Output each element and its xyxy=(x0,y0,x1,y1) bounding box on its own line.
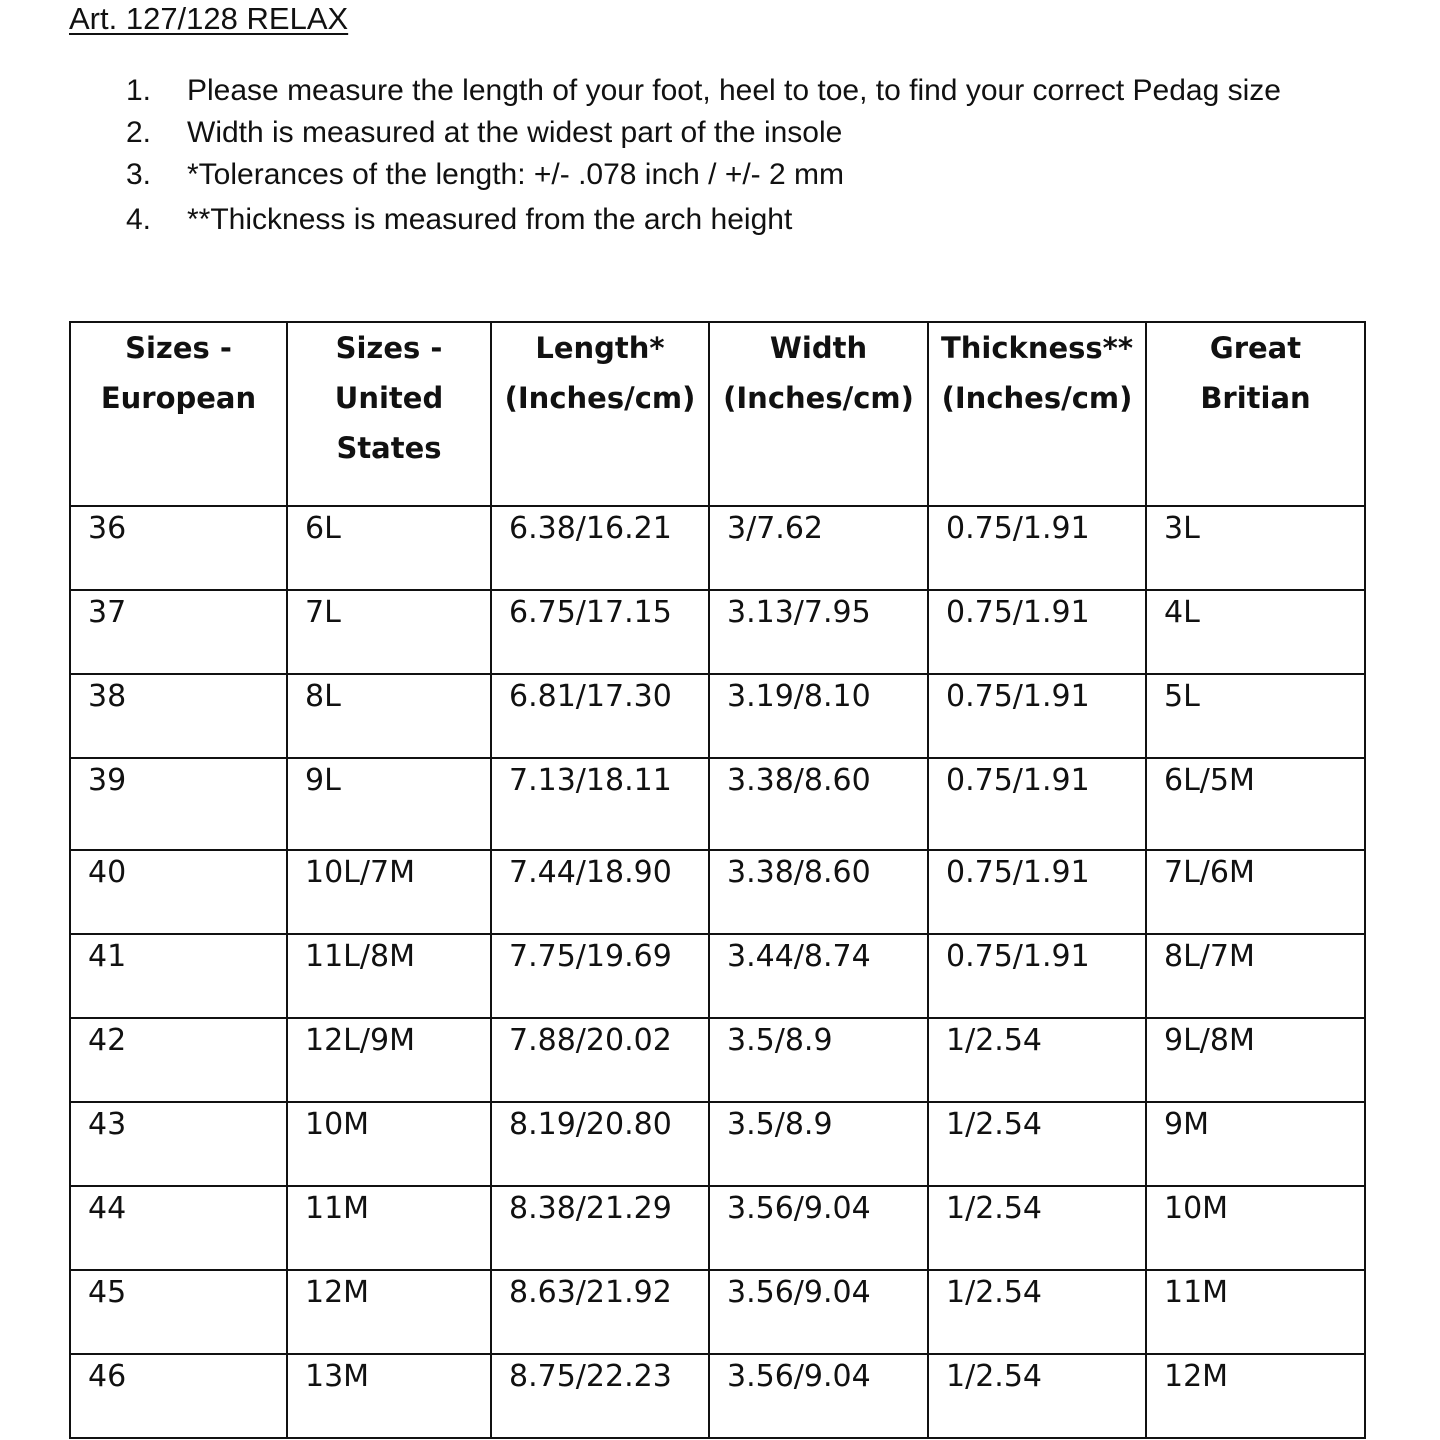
table-cell: 1/2.54 xyxy=(928,1102,1146,1186)
table-cell: 1/2.54 xyxy=(928,1186,1146,1270)
table-cell: 8L/7M xyxy=(1146,934,1365,1018)
table-cell: 3.56/9.04 xyxy=(709,1354,928,1438)
header-cell-european xyxy=(70,322,287,506)
table-cell: 3/7.62 xyxy=(709,506,928,590)
table-cell: 3.38/8.60 xyxy=(709,758,928,850)
table-cell: 8.63/21.92 xyxy=(491,1270,709,1354)
header-label: Sizes - United States xyxy=(334,331,444,465)
table-cell: 6.75/17.15 xyxy=(491,590,709,674)
table-row xyxy=(70,850,1365,934)
instruction-text: *Tolerances of the length: +/- .078 inch / +/- 2 mm xyxy=(187,158,845,191)
table-cell: 7.88/20.02 xyxy=(491,1018,709,1102)
table-cell: 36 xyxy=(70,506,287,590)
table-row xyxy=(70,1354,1365,1438)
table-cell: 11L/8M xyxy=(287,934,491,1018)
table-cell: 10L/7M xyxy=(287,850,491,934)
instruction-text: Please measure the length of your foot, heel to toe, to find your correct Pedag size xyxy=(187,74,1281,107)
table-cell: 0.75/1.91 xyxy=(928,674,1146,758)
table-cell: 13M xyxy=(287,1354,491,1438)
instruction-number: 1. xyxy=(126,74,152,107)
instruction-text: **Thickness is measured from the arch height xyxy=(187,203,793,236)
table-row xyxy=(70,674,1365,758)
table-cell: 9M xyxy=(1146,1102,1365,1186)
table-cell: 8.38/21.29 xyxy=(491,1186,709,1270)
header-cell-great-britain xyxy=(1146,322,1365,506)
table-cell: 3.56/9.04 xyxy=(709,1270,928,1354)
instruction-text: Width is measured at the widest part of the insole xyxy=(187,116,843,149)
table-row xyxy=(70,758,1365,850)
table-cell: 10M xyxy=(287,1102,491,1186)
table-cell: 3.5/8.9 xyxy=(709,1102,928,1186)
header-label: Width (Inches/cm) xyxy=(723,331,914,415)
table-cell: 5L xyxy=(1146,674,1365,758)
instruction-number: 3. xyxy=(126,158,152,191)
header-label: Length* (Inches/cm) xyxy=(504,331,696,415)
table-cell: 43 xyxy=(70,1102,287,1186)
table-cell: 1/2.54 xyxy=(928,1018,1146,1102)
table-cell: 7.75/19.69 xyxy=(491,934,709,1018)
header-cell-width xyxy=(709,322,928,506)
header-cell-length xyxy=(491,322,709,506)
table-cell: 8L xyxy=(287,674,491,758)
table-cell: 3.38/8.60 xyxy=(709,850,928,934)
table-row xyxy=(70,1270,1365,1354)
instruction-number: 4. xyxy=(126,203,152,236)
table-cell: 8.19/20.80 xyxy=(491,1102,709,1186)
header-label: Sizes - European xyxy=(100,331,257,415)
document-title: Art. 127/128 RELAX xyxy=(69,1,349,36)
table-cell: 6.38/16.21 xyxy=(491,506,709,590)
header-label: Thickness** (Inches/cm) xyxy=(940,331,1133,415)
table-row xyxy=(70,590,1365,674)
header-label: Great Britian xyxy=(1200,331,1311,415)
instruction-number: 2. xyxy=(126,116,152,149)
table-cell: 7.44/18.90 xyxy=(491,850,709,934)
table-cell: 0.75/1.91 xyxy=(928,590,1146,674)
table-cell: 6.81/17.30 xyxy=(491,674,709,758)
table-cell: 3L xyxy=(1146,506,1365,590)
table-cell: 0.75/1.91 xyxy=(928,934,1146,1018)
table-cell: 37 xyxy=(70,590,287,674)
table-cell: 11M xyxy=(287,1186,491,1270)
table-row xyxy=(70,934,1365,1018)
table-cell: 0.75/1.91 xyxy=(928,506,1146,590)
table-cell: 3.56/9.04 xyxy=(709,1186,928,1270)
header-cell-thickness xyxy=(928,322,1146,506)
table-cell: 46 xyxy=(70,1354,287,1438)
table-cell: 4L xyxy=(1146,590,1365,674)
table-cell: 12L/9M xyxy=(287,1018,491,1102)
table-row xyxy=(70,506,1365,590)
table-cell: 44 xyxy=(70,1186,287,1270)
table-cell: 38 xyxy=(70,674,287,758)
table-cell: 3.5/8.9 xyxy=(709,1018,928,1102)
table-cell: 9L/8M xyxy=(1146,1018,1365,1102)
table-cell: 1/2.54 xyxy=(928,1354,1146,1438)
table-cell: 6L/5M xyxy=(1146,758,1365,850)
table-cell: 7.13/18.11 xyxy=(491,758,709,850)
table-cell: 0.75/1.91 xyxy=(928,850,1146,934)
table-cell: 6L xyxy=(287,506,491,590)
table-cell: 1/2.54 xyxy=(928,1270,1146,1354)
table-cell: 7L xyxy=(287,590,491,674)
table-cell: 45 xyxy=(70,1270,287,1354)
table-cell: 3.19/8.10 xyxy=(709,674,928,758)
table-cell: 3.13/7.95 xyxy=(709,590,928,674)
table-cell: 39 xyxy=(70,758,287,850)
table-row xyxy=(70,1186,1365,1270)
size-chart-table xyxy=(69,321,1366,1439)
table-cell: 12M xyxy=(287,1270,491,1354)
table-cell: 11M xyxy=(1146,1270,1365,1354)
table-cell: 42 xyxy=(70,1018,287,1102)
table-cell: 40 xyxy=(70,850,287,934)
table-row xyxy=(70,1018,1365,1102)
table-cell: 9L xyxy=(287,758,491,850)
table-row xyxy=(70,1102,1365,1186)
table-cell: 8.75/22.23 xyxy=(491,1354,709,1438)
table-cell: 41 xyxy=(70,934,287,1018)
table-cell: 12M xyxy=(1146,1354,1365,1438)
header-cell-united-states xyxy=(287,322,491,506)
table-cell: 7L/6M xyxy=(1146,850,1365,934)
table-cell: 0.75/1.91 xyxy=(928,758,1146,850)
table-cell: 10M xyxy=(1146,1186,1365,1270)
table-header-row xyxy=(70,322,1365,506)
table-cell: 3.44/8.74 xyxy=(709,934,928,1018)
